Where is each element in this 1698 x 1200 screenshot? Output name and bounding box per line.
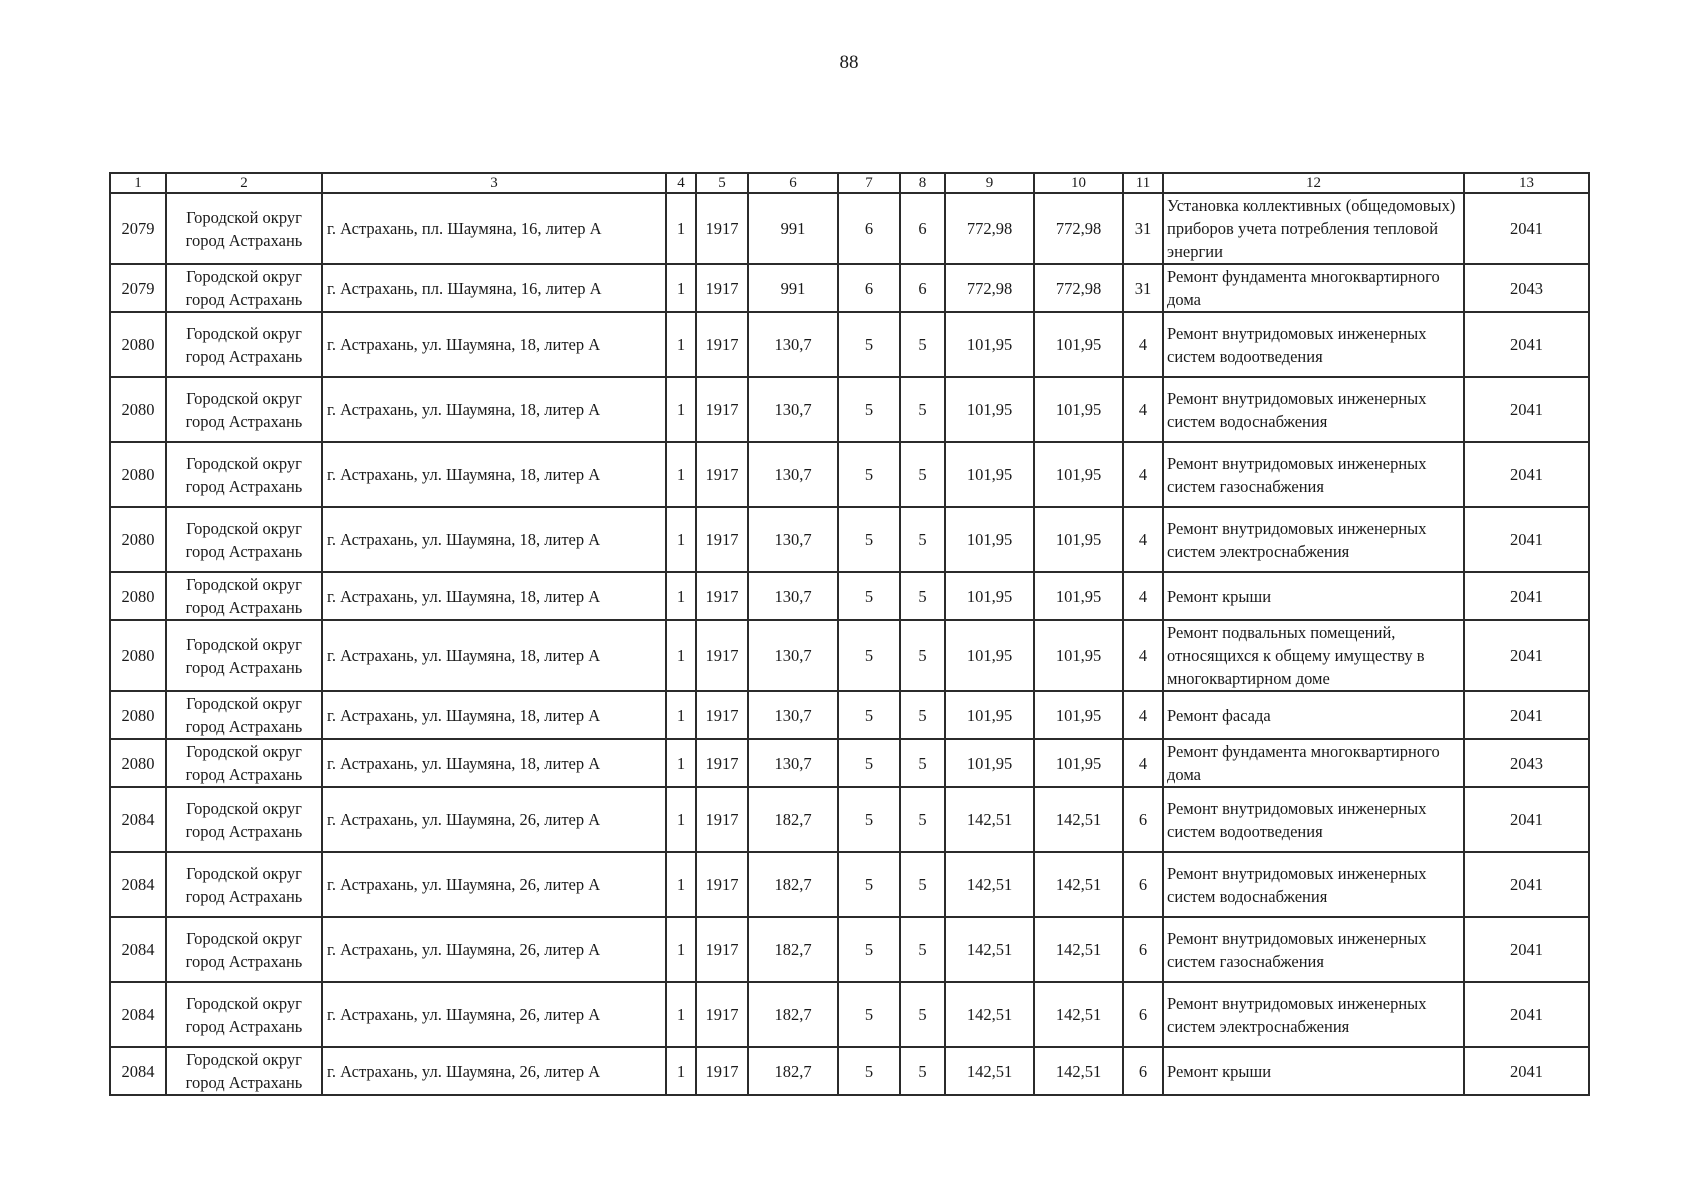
col11-cell: 4: [1123, 620, 1163, 691]
address-cell: г. Астрахань, пл. Шаумяна, 16, литер А: [322, 193, 666, 264]
col9-cell: 101,95: [945, 572, 1034, 620]
work-year-cell: 2041: [1464, 507, 1589, 572]
work-year-cell: 2041: [1464, 917, 1589, 982]
col4-cell: 1: [666, 982, 696, 1047]
address-cell: г. Астрахань, ул. Шаумяна, 26, литер А: [322, 852, 666, 917]
col4-cell: 1: [666, 852, 696, 917]
col9-cell: 101,95: [945, 620, 1034, 691]
col9-cell: 142,51: [945, 787, 1034, 852]
address-cell: г. Астрахань, ул. Шаумяна, 18, литер А: [322, 620, 666, 691]
build-year-cell: 1917: [696, 264, 748, 312]
col11-cell: 6: [1123, 852, 1163, 917]
work-year-cell: 2043: [1464, 739, 1589, 787]
row-number-cell: 2084: [110, 852, 166, 917]
work-type-cell: Ремонт подвальных помещений, относящихся к общему имуществу в многоквартирном доме: [1163, 620, 1464, 691]
col9-cell: 101,95: [945, 312, 1034, 377]
col4-cell: 1: [666, 193, 696, 264]
col7-cell: 6: [838, 193, 900, 264]
col9-cell: 772,98: [945, 264, 1034, 312]
col11-cell: 4: [1123, 691, 1163, 739]
table-row: [110, 620, 1589, 691]
work-year-cell: 2041: [1464, 312, 1589, 377]
page-number: 88: [839, 52, 859, 73]
column-header: 10: [1034, 173, 1123, 193]
col4-cell: 1: [666, 312, 696, 377]
row-number-cell: 2080: [110, 572, 166, 620]
col10-cell: 101,95: [1034, 377, 1123, 442]
municipality-cell: Городской округ город Астрахань: [166, 264, 322, 312]
col8-cell: 5: [900, 691, 945, 739]
col4-cell: 1: [666, 691, 696, 739]
work-year-cell: 2041: [1464, 691, 1589, 739]
row-number-cell: 2079: [110, 264, 166, 312]
col7-cell: 5: [838, 691, 900, 739]
column-header: 11: [1123, 173, 1163, 193]
column-header: 13: [1464, 173, 1589, 193]
col10-cell: 101,95: [1034, 620, 1123, 691]
col8-cell: 5: [900, 1047, 945, 1095]
col4-cell: 1: [666, 917, 696, 982]
address-cell: г. Астрахань, ул. Шаумяна, 18, литер А: [322, 507, 666, 572]
work-year-cell: 2041: [1464, 193, 1589, 264]
build-year-cell: 1917: [696, 739, 748, 787]
col6-cell: 130,7: [748, 572, 838, 620]
col8-cell: 5: [900, 982, 945, 1047]
work-type-cell: Ремонт фундамента многоквартирного дома: [1163, 739, 1464, 787]
municipality-cell: Городской округ город Астрахань: [166, 312, 322, 377]
col6-cell: 182,7: [748, 917, 838, 982]
column-number-row: [110, 173, 1589, 193]
row-number-cell: 2079: [110, 193, 166, 264]
column-header: 7: [838, 173, 900, 193]
col8-cell: 5: [900, 917, 945, 982]
municipality-cell: Городской округ город Астрахань: [166, 572, 322, 620]
table-row: [110, 787, 1589, 852]
municipality-cell: Городской округ город Астрахань: [166, 982, 322, 1047]
col10-cell: 142,51: [1034, 852, 1123, 917]
col4-cell: 1: [666, 377, 696, 442]
table-row: [110, 264, 1589, 312]
col7-cell: 5: [838, 620, 900, 691]
column-header: 8: [900, 173, 945, 193]
col9-cell: 101,95: [945, 691, 1034, 739]
col8-cell: 5: [900, 739, 945, 787]
col7-cell: 5: [838, 739, 900, 787]
col11-cell: 4: [1123, 377, 1163, 442]
col11-cell: 6: [1123, 787, 1163, 852]
col9-cell: 772,98: [945, 193, 1034, 264]
work-type-cell: Ремонт крыши: [1163, 572, 1464, 620]
col6-cell: 130,7: [748, 620, 838, 691]
col7-cell: 6: [838, 264, 900, 312]
work-type-cell: Ремонт внутридомовых инженерных систем водоотведения: [1163, 312, 1464, 377]
col9-cell: 142,51: [945, 852, 1034, 917]
municipality-cell: Городской округ город Астрахань: [166, 1047, 322, 1095]
work-year-cell: 2041: [1464, 1047, 1589, 1095]
table-row: [110, 1047, 1589, 1095]
col9-cell: 101,95: [945, 739, 1034, 787]
col6-cell: 130,7: [748, 442, 838, 507]
municipality-cell: Городской округ город Астрахань: [166, 917, 322, 982]
row-number-cell: 2084: [110, 1047, 166, 1095]
address-cell: г. Астрахань, ул. Шаумяна, 18, литер А: [322, 691, 666, 739]
table-row: [110, 193, 1589, 264]
row-number-cell: 2080: [110, 691, 166, 739]
municipality-cell: Городской округ город Астрахань: [166, 852, 322, 917]
work-year-cell: 2041: [1464, 982, 1589, 1047]
municipality-cell: Городской округ город Астрахань: [166, 739, 322, 787]
work-type-cell: Ремонт внутридомовых инженерных систем газоснабжения: [1163, 442, 1464, 507]
row-number-cell: 2080: [110, 739, 166, 787]
build-year-cell: 1917: [696, 312, 748, 377]
municipality-cell: Городской округ город Астрахань: [166, 691, 322, 739]
col4-cell: 1: [666, 739, 696, 787]
address-cell: г. Астрахань, ул. Шаумяна, 18, литер А: [322, 377, 666, 442]
build-year-cell: 1917: [696, 691, 748, 739]
municipality-cell: Городской округ город Астрахань: [166, 620, 322, 691]
work-type-cell: Ремонт внутридомовых инженерных систем водоотведения: [1163, 787, 1464, 852]
table-row: [110, 917, 1589, 982]
address-cell: г. Астрахань, ул. Шаумяна, 26, литер А: [322, 1047, 666, 1095]
address-cell: г. Астрахань, пл. Шаумяна, 16, литер А: [322, 264, 666, 312]
table-row: [110, 572, 1589, 620]
col6-cell: 130,7: [748, 507, 838, 572]
table-row: [110, 739, 1589, 787]
col11-cell: 31: [1123, 193, 1163, 264]
col10-cell: 101,95: [1034, 691, 1123, 739]
row-number-cell: 2080: [110, 377, 166, 442]
column-header: 1: [110, 173, 166, 193]
col11-cell: 31: [1123, 264, 1163, 312]
col6-cell: 991: [748, 193, 838, 264]
build-year-cell: 1917: [696, 787, 748, 852]
col11-cell: 4: [1123, 739, 1163, 787]
col7-cell: 5: [838, 1047, 900, 1095]
work-type-cell: Ремонт внутридомовых инженерных систем водоснабжения: [1163, 852, 1464, 917]
table-row: [110, 312, 1589, 377]
col4-cell: 1: [666, 620, 696, 691]
work-type-cell: Ремонт внутридомовых инженерных систем электроснабжения: [1163, 982, 1464, 1047]
work-type-cell: Ремонт крыши: [1163, 1047, 1464, 1095]
build-year-cell: 1917: [696, 620, 748, 691]
capital-repair-table: [109, 172, 1590, 1096]
col9-cell: 101,95: [945, 507, 1034, 572]
column-header: 6: [748, 173, 838, 193]
row-number-cell: 2080: [110, 312, 166, 377]
col9-cell: 142,51: [945, 1047, 1034, 1095]
col11-cell: 4: [1123, 442, 1163, 507]
col6-cell: 130,7: [748, 691, 838, 739]
col10-cell: 142,51: [1034, 787, 1123, 852]
col7-cell: 5: [838, 507, 900, 572]
build-year-cell: 1917: [696, 377, 748, 442]
col6-cell: 991: [748, 264, 838, 312]
col7-cell: 5: [838, 982, 900, 1047]
address-cell: г. Астрахань, ул. Шаумяна, 18, литер А: [322, 572, 666, 620]
address-cell: г. Астрахань, ул. Шаумяна, 26, литер А: [322, 787, 666, 852]
col11-cell: 4: [1123, 572, 1163, 620]
work-year-cell: 2041: [1464, 572, 1589, 620]
work-year-cell: 2041: [1464, 620, 1589, 691]
col8-cell: 5: [900, 572, 945, 620]
table-row: [110, 691, 1589, 739]
work-type-cell: Ремонт внутридомовых инженерных систем газоснабжения: [1163, 917, 1464, 982]
col8-cell: 6: [900, 193, 945, 264]
col10-cell: 101,95: [1034, 442, 1123, 507]
col6-cell: 182,7: [748, 852, 838, 917]
col4-cell: 1: [666, 787, 696, 852]
col8-cell: 5: [900, 312, 945, 377]
row-number-cell: 2080: [110, 620, 166, 691]
col4-cell: 1: [666, 507, 696, 572]
col8-cell: 5: [900, 620, 945, 691]
col7-cell: 5: [838, 852, 900, 917]
col9-cell: 101,95: [945, 377, 1034, 442]
address-cell: г. Астрахань, ул. Шаумяна, 26, литер А: [322, 982, 666, 1047]
col9-cell: 142,51: [945, 917, 1034, 982]
work-year-cell: 2041: [1464, 442, 1589, 507]
col10-cell: 101,95: [1034, 572, 1123, 620]
work-type-cell: Установка коллективных (общедомовых) приборов учета потребления тепловой энергии: [1163, 193, 1464, 264]
col9-cell: 101,95: [945, 442, 1034, 507]
col7-cell: 5: [838, 787, 900, 852]
address-cell: г. Астрахань, ул. Шаумяна, 18, литер А: [322, 442, 666, 507]
col8-cell: 6: [900, 264, 945, 312]
build-year-cell: 1917: [696, 193, 748, 264]
col6-cell: 130,7: [748, 739, 838, 787]
build-year-cell: 1917: [696, 507, 748, 572]
table-row: [110, 442, 1589, 507]
work-year-cell: 2041: [1464, 852, 1589, 917]
col8-cell: 5: [900, 377, 945, 442]
col11-cell: 6: [1123, 1047, 1163, 1095]
build-year-cell: 1917: [696, 1047, 748, 1095]
build-year-cell: 1917: [696, 982, 748, 1047]
work-year-cell: 2041: [1464, 377, 1589, 442]
col4-cell: 1: [666, 572, 696, 620]
col10-cell: 142,51: [1034, 917, 1123, 982]
col11-cell: 4: [1123, 507, 1163, 572]
col10-cell: 101,95: [1034, 507, 1123, 572]
column-header: 2: [166, 173, 322, 193]
col8-cell: 5: [900, 442, 945, 507]
col10-cell: 101,95: [1034, 312, 1123, 377]
row-number-cell: 2080: [110, 442, 166, 507]
col8-cell: 5: [900, 852, 945, 917]
work-year-cell: 2043: [1464, 264, 1589, 312]
col8-cell: 5: [900, 787, 945, 852]
work-type-cell: Ремонт фундамента многоквартирного дома: [1163, 264, 1464, 312]
column-header: 9: [945, 173, 1034, 193]
build-year-cell: 1917: [696, 917, 748, 982]
address-cell: г. Астрахань, ул. Шаумяна, 18, литер А: [322, 312, 666, 377]
column-header: 12: [1163, 173, 1464, 193]
municipality-cell: Городской округ город Астрахань: [166, 193, 322, 264]
row-number-cell: 2084: [110, 982, 166, 1047]
address-cell: г. Астрахань, ул. Шаумяна, 18, литер А: [322, 739, 666, 787]
column-header: 5: [696, 173, 748, 193]
col9-cell: 142,51: [945, 982, 1034, 1047]
row-number-cell: 2084: [110, 787, 166, 852]
col7-cell: 5: [838, 442, 900, 507]
col4-cell: 1: [666, 1047, 696, 1095]
col6-cell: 182,7: [748, 787, 838, 852]
col4-cell: 1: [666, 264, 696, 312]
row-number-cell: 2080: [110, 507, 166, 572]
col11-cell: 6: [1123, 917, 1163, 982]
table-row: [110, 852, 1589, 917]
col4-cell: 1: [666, 442, 696, 507]
column-header: 3: [322, 173, 666, 193]
col10-cell: 101,95: [1034, 739, 1123, 787]
col6-cell: 130,7: [748, 312, 838, 377]
col7-cell: 5: [838, 917, 900, 982]
col7-cell: 5: [838, 312, 900, 377]
municipality-cell: Городской округ город Астрахань: [166, 377, 322, 442]
col7-cell: 5: [838, 377, 900, 442]
col10-cell: 772,98: [1034, 193, 1123, 264]
build-year-cell: 1917: [696, 442, 748, 507]
municipality-cell: Городской округ город Астрахань: [166, 507, 322, 572]
table-row: [110, 507, 1589, 572]
table-row: [110, 377, 1589, 442]
build-year-cell: 1917: [696, 572, 748, 620]
col6-cell: 182,7: [748, 982, 838, 1047]
row-number-cell: 2084: [110, 917, 166, 982]
col10-cell: 772,98: [1034, 264, 1123, 312]
build-year-cell: 1917: [696, 852, 748, 917]
work-type-cell: Ремонт внутридомовых инженерных систем водоснабжения: [1163, 377, 1464, 442]
col10-cell: 142,51: [1034, 1047, 1123, 1095]
table-row: [110, 982, 1589, 1047]
col8-cell: 5: [900, 507, 945, 572]
work-type-cell: Ремонт фасада: [1163, 691, 1464, 739]
col10-cell: 142,51: [1034, 982, 1123, 1047]
col6-cell: 182,7: [748, 1047, 838, 1095]
col11-cell: 6: [1123, 982, 1163, 1047]
municipality-cell: Городской округ город Астрахань: [166, 787, 322, 852]
work-year-cell: 2041: [1464, 787, 1589, 852]
work-type-cell: Ремонт внутридомовых инженерных систем электроснабжения: [1163, 507, 1464, 572]
address-cell: г. Астрахань, ул. Шаумяна, 26, литер А: [322, 917, 666, 982]
col6-cell: 130,7: [748, 377, 838, 442]
column-header: 4: [666, 173, 696, 193]
col7-cell: 5: [838, 572, 900, 620]
municipality-cell: Городской округ город Астрахань: [166, 442, 322, 507]
col11-cell: 4: [1123, 312, 1163, 377]
